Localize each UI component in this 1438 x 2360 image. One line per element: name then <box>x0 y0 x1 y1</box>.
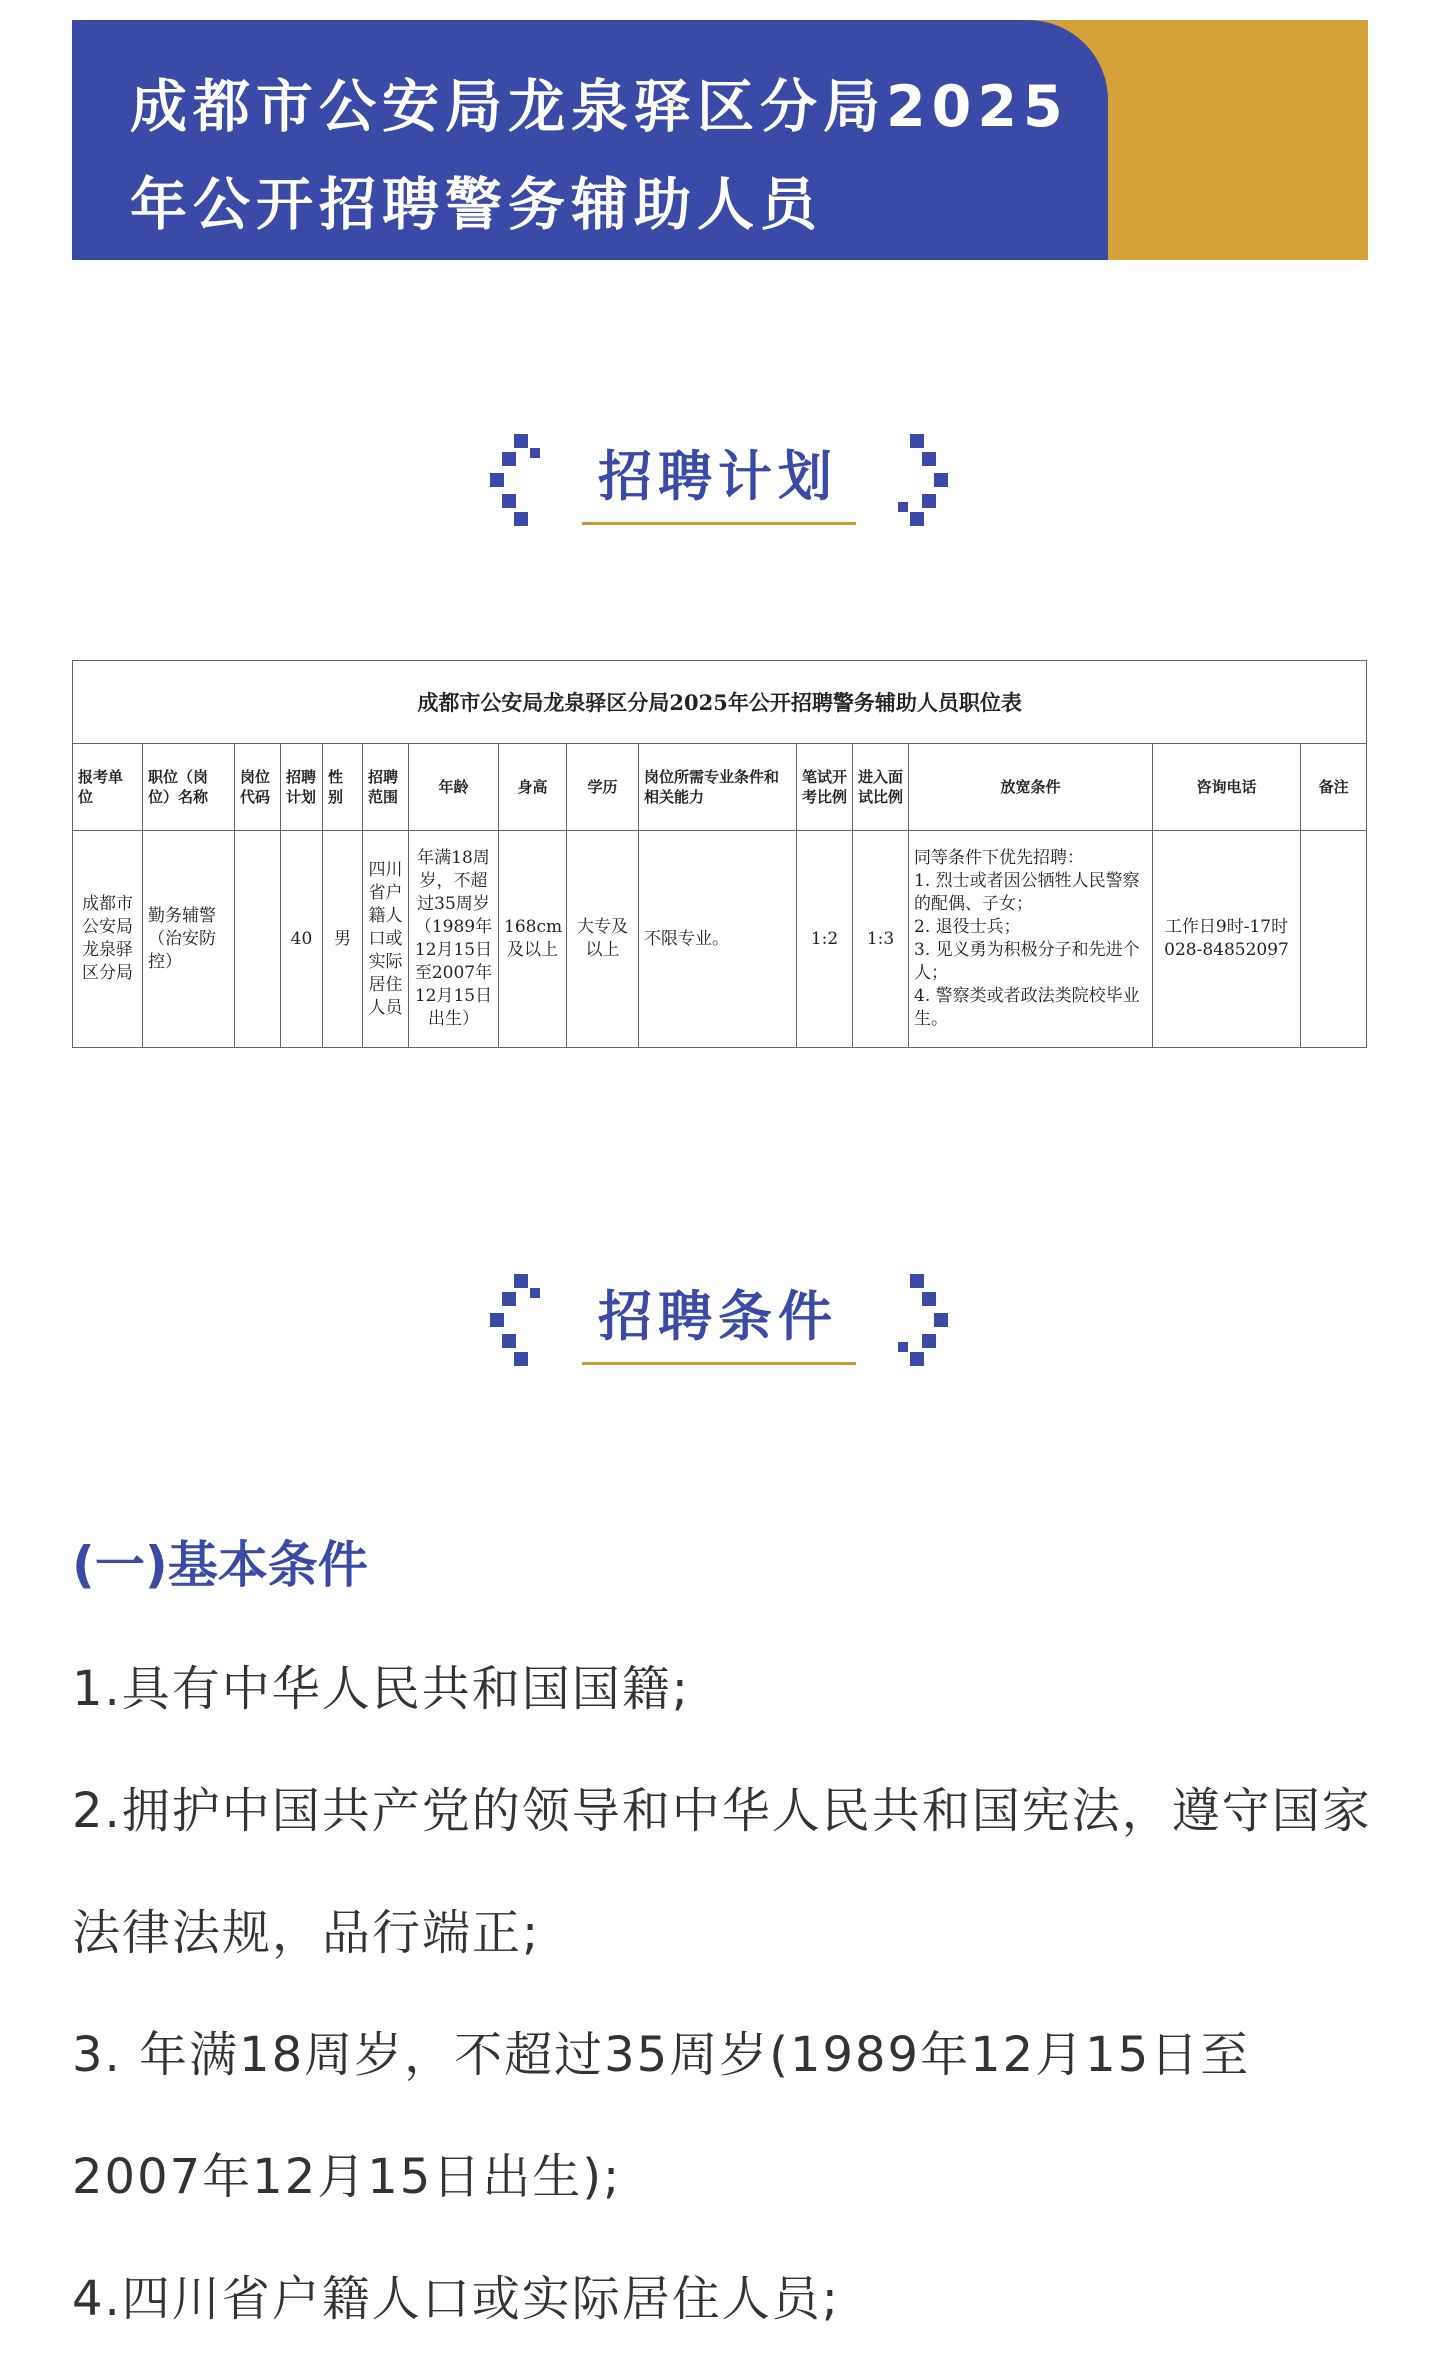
table-header-cell: 岗位代码 <box>235 744 281 831</box>
job-position-table <box>72 660 1366 1048</box>
relax-line: 2. 退役士兵； <box>914 917 1021 937</box>
section-underline <box>582 522 856 525</box>
condition-item: 2.拥护中国共产党的领导和中华人民共和国宪法，遵守国家法律法规，品行端正; <box>72 1783 1372 1961</box>
cell-relax-conditions <box>909 831 1153 1048</box>
banner-title-line2: 年公开招聘警务辅助人员 <box>130 172 823 238</box>
left-chevron-decoration-icon <box>490 434 550 526</box>
relax-line: 同等条件下优先招聘： <box>914 848 1084 868</box>
cell-age: 年满18周岁，不超过35周岁（1989年12月15日至2007年12月15日出生） <box>409 831 499 1048</box>
relax-line: 3. 见义勇为积极分子和先进个人； <box>914 940 1140 983</box>
table-header-cell: 备注 <box>1301 744 1367 831</box>
condition-item: 4.四川省户籍人口或实际居住人员; <box>72 2271 840 2327</box>
relax-line: 4. 警察类或者政法类院校毕业生。 <box>914 986 1140 1029</box>
banner-title-line1: 成都市公安局龙泉驿区分局2025 <box>130 74 1069 140</box>
table-header-row <box>73 744 1367 831</box>
section-underline <box>582 1362 856 1365</box>
left-chevron-decoration-icon <box>490 1274 550 1366</box>
phone-hours: 工作日9时-17时 <box>1164 917 1289 937</box>
cell-plan: 40 <box>281 831 323 1048</box>
cell-major: 不限专业。 <box>639 831 797 1048</box>
cell-scope: 四川省户籍人口或实际居住人员 <box>363 831 409 1048</box>
section-heading-conditions <box>490 1274 948 1374</box>
cell-unit: 成都市公安局龙泉驿区分局 <box>73 831 143 1048</box>
table-header-cell: 咨询电话 <box>1153 744 1301 831</box>
cell-gender: 男 <box>323 831 363 1048</box>
basic-conditions-heading: (一)基本条件 <box>72 1536 368 1594</box>
cell-height: 168cm及以上 <box>499 831 567 1048</box>
cell-education: 大专及以上 <box>567 831 639 1048</box>
table-header-cell: 性别 <box>323 744 363 831</box>
table-header-cell: 笔试开考比例 <box>797 744 853 831</box>
table-caption: 成都市公安局龙泉驿区分局2025年公开招聘警务辅助人员职位表 <box>73 661 1367 744</box>
table-header-cell: 招聘计划 <box>281 744 323 831</box>
cell-interview-ratio: 1:3 <box>853 831 909 1048</box>
table-header-cell: 身高 <box>499 744 567 831</box>
cell-code <box>235 831 281 1048</box>
banner-title <box>130 58 1070 254</box>
cell-phone <box>1153 831 1301 1048</box>
table-header-cell: 报考单位 <box>73 744 143 831</box>
cell-position: 勤务辅警（治安防控） <box>143 831 235 1048</box>
condition-item: 3. 年满18周岁，不超过35周岁(1989年12月15日至2007年12月15日出生); <box>72 2027 1251 2205</box>
table-header-cell: 进入面试比例 <box>853 744 909 831</box>
right-chevron-decoration-icon <box>888 1274 948 1366</box>
header-banner <box>72 20 1368 260</box>
right-chevron-decoration-icon <box>888 434 948 526</box>
section-title-conditions: 招聘条件 <box>598 1285 838 1348</box>
condition-item: 1.具有中华人民共和国国籍; <box>72 1661 690 1717</box>
section-heading-plan <box>490 434 948 534</box>
table-header-cell: 学历 <box>567 744 639 831</box>
table-header-cell: 职位（岗位）名称 <box>143 744 235 831</box>
table-row <box>73 831 1367 1048</box>
section-title-plan: 招聘计划 <box>598 445 838 508</box>
table-header-cell: 放宽条件 <box>909 744 1153 831</box>
phone-number: 028-84852097 <box>1164 940 1289 960</box>
table-header-cell: 岗位所需专业条件和相关能力 <box>639 744 797 831</box>
table-header-cell: 招聘范围 <box>363 744 409 831</box>
relax-line: 1. 烈士或者因公牺牲人民警察的配偶、子女； <box>914 871 1140 914</box>
table-header-cell: 年龄 <box>409 744 499 831</box>
cell-exam-ratio: 1:2 <box>797 831 853 1048</box>
cell-note <box>1301 831 1367 1048</box>
